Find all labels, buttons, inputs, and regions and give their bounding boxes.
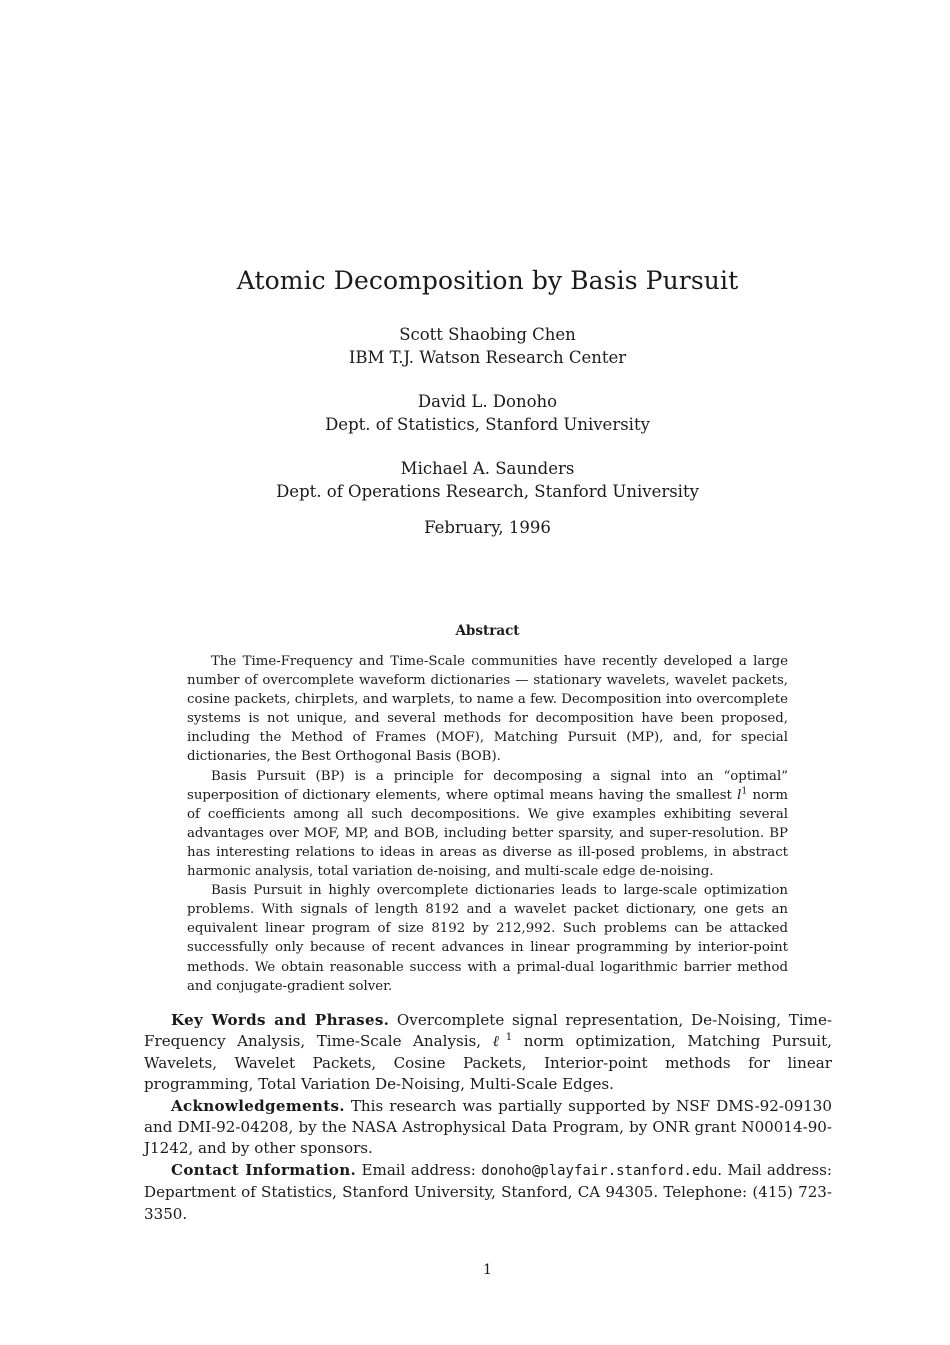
contact-paragraph bbox=[144, 1160, 832, 1225]
l1-symbol: l bbox=[737, 787, 742, 803]
keywords-text: Overcomplete signal representation, De-Noising, Time-Frequency Analysis, Time-Scale Analysis, bbox=[144, 1011, 832, 1051]
author-block-3 bbox=[0, 457, 950, 503]
acknowledgements-heading: Acknowledgements. bbox=[171, 1096, 345, 1115]
author-affiliation: Dept. of Operations Research, Stanford University bbox=[276, 482, 699, 501]
abstract-heading: Abstract bbox=[455, 623, 520, 639]
abstract-paragraph: Basis Pursuit in highly overcomplete dictionaries leads to large-scale optimization problems. With signals of length 8192 and a wavelet packet dictionary, one gets an equivalent linear program of size 8192 by 212,992. Such problems can be attacked successfully only because of recent advances in linear programming by interior-point methods. We obtain reasonable success with a primal-dual logarithmic barrier method and conjugate-gradient solver. bbox=[187, 883, 788, 994]
author-name: Scott Shaobing Chen bbox=[399, 325, 576, 344]
ell1-symbol: ℓ bbox=[492, 1032, 506, 1051]
author-name: Michael A. Saunders bbox=[400, 459, 575, 478]
abstract bbox=[187, 652, 788, 996]
acknowledgements-text: This research was partially supported by NSF DMS-92-09130 and DMI-92-04208, by the NASA Astrophysical Data Program, by ONR grant N00014-90-J1242, and by other sponsors. bbox=[144, 1096, 832, 1158]
author-block-1 bbox=[0, 323, 950, 369]
publication-date: February, 1996 bbox=[424, 518, 551, 537]
author-name: David L. Donoho bbox=[417, 392, 558, 411]
front-matter-body bbox=[144, 1010, 832, 1225]
keywords-text: norm optimization, Matching Pursuit, Wavelets, Wavelet Packets, Cosine Packets, Interior-point methods for linear programming, Total Variation De-Noising, Multi-Scale Edges. bbox=[144, 1032, 832, 1094]
email-address[interactable]: donoho@playfair.stanford.edu bbox=[481, 1162, 718, 1179]
ell1-superscript: 1 bbox=[505, 1031, 513, 1044]
abstract-paragraph bbox=[187, 767, 788, 882]
contact-text: Email address: bbox=[356, 1160, 482, 1179]
paper-title: Atomic Decomposition by Basis Pursuit bbox=[236, 266, 739, 295]
l1-superscript: 1 bbox=[741, 785, 748, 797]
abstract-paragraph: The Time-Frequency and Time-Scale communities have recently developed a large number of overcomplete waveform dictionaries — stationary wavelets, wavelet packets, cosine packets, chirplets, and warplets, to name a few. Decomposition into overcomplete systems is not unique, and several methods for decomposition have been proposed, including the Method of Frames (MOF), Matching Pursuit (MP), and, for special dictionaries, the Best Orthogonal Basis (BOB). bbox=[187, 654, 788, 765]
contact-text: . Mail address: Department of Statistics, Stanford University, Stanford, CA 94305. Telephone: (415) 723-3350. bbox=[144, 1160, 832, 1223]
page-number: 1 bbox=[483, 1262, 492, 1278]
keywords-heading: Key Words and Phrases. bbox=[171, 1011, 390, 1029]
author-block-2 bbox=[0, 390, 950, 436]
keywords-paragraph bbox=[144, 1010, 832, 1096]
acknowledgements-paragraph bbox=[144, 1096, 832, 1160]
author-affiliation: Dept. of Statistics, Stanford University bbox=[325, 415, 650, 434]
abstract-text: norm of coefficients among all such decompositions. We give examples exhibiting several advantages over MOF, MP, and BOB, including better sparsity, and super-resolution. BP has interesting relations to ideas in areas as diverse as ill-posed problems, in abstract harmonic analysis, total variation de-noising, and multi-scale edge de-noising. bbox=[187, 787, 789, 880]
abstract-text: Basis Pursuit (BP) is a principle for decomposing a signal into an “optimal” superposition of dictionary elements, where optimal means having the smallest bbox=[187, 768, 788, 803]
author-affiliation: IBM T.J. Watson Research Center bbox=[348, 348, 627, 367]
contact-heading: Contact Information. bbox=[171, 1160, 357, 1179]
